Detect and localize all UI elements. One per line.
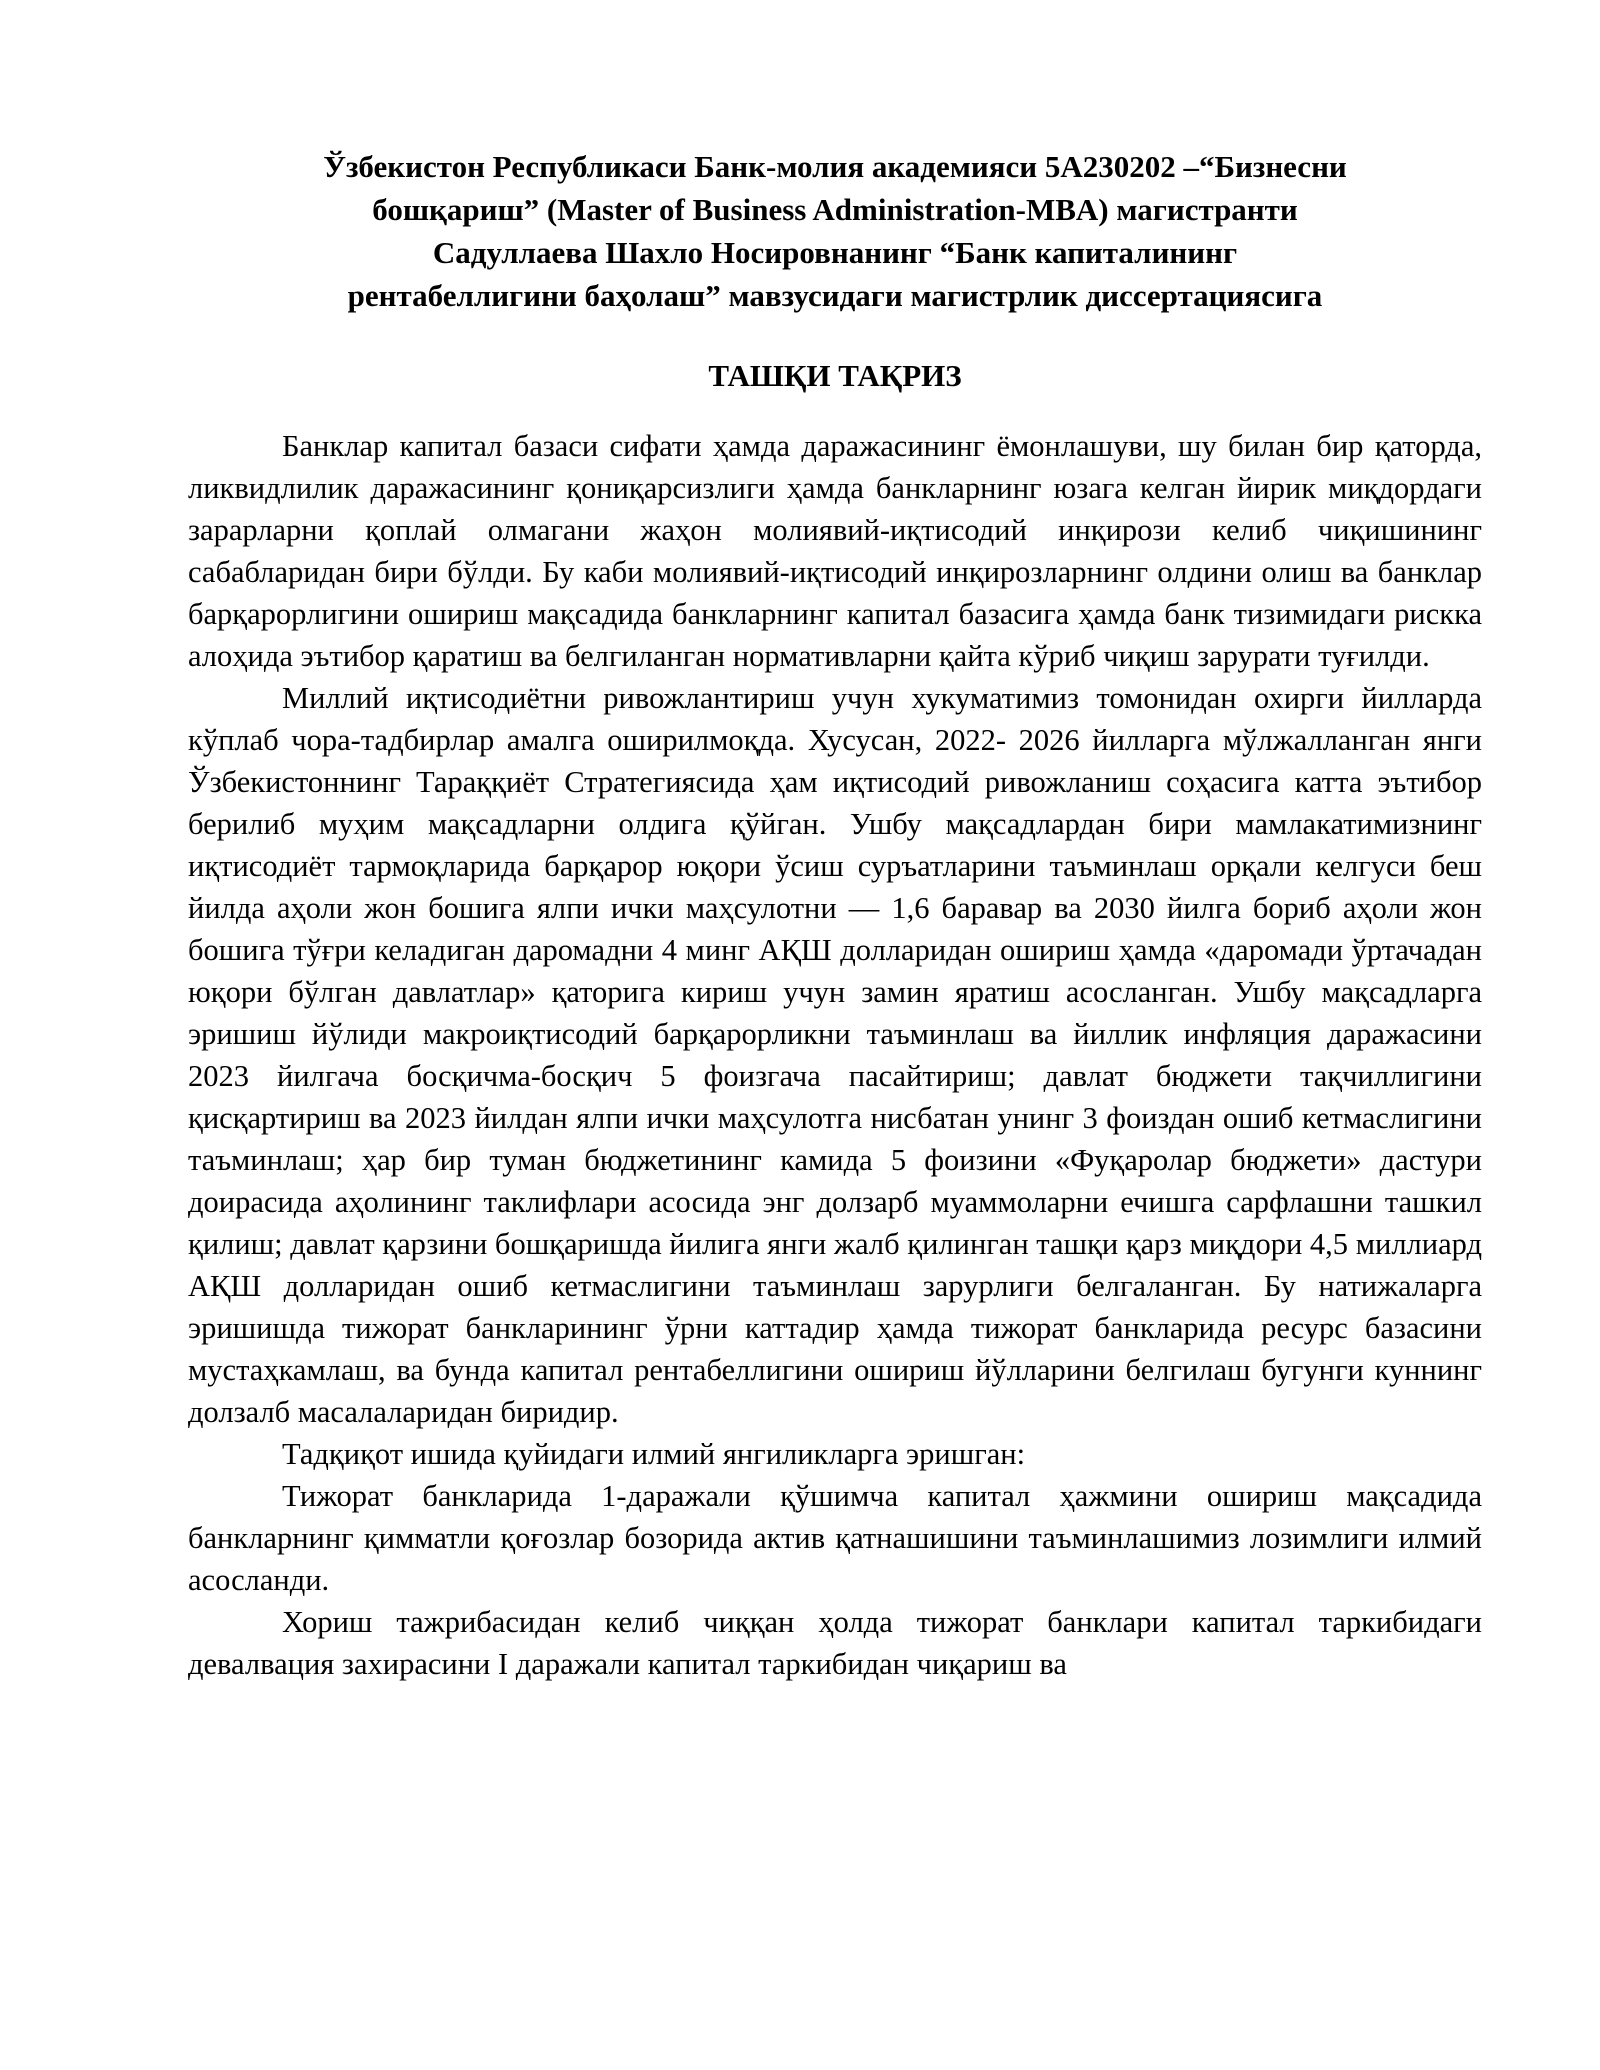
paragraph: Банклар капитал базаси сифати ҳамда даражасининг ёмонлашуви, шу билан бир қаторда, ликвидлилик даражасининг қониқарсизлиги ҳамда банкларнинг юзага келган йирик миқдордаги зарарларни қоплай олмагани жаҳон молиявий-иқтисодий инқирози келиб чиқишининг сабабларидан бири бўлди. Бу каби молиявий-иқтисодий инқирозларнинг олдини олиш ва банклар барқарорлигини ошириш мақсадида банкларнинг капитал базасига ҳамда банк тизимидаги рискка алоҳида эътибор қаратиш ва белгиланган нормативларни қайта кўриб чиқиш зарурати туғилди. (188, 429, 1482, 673)
paragraph: Тадқиқот ишида қуйидаги илмий янгиликларга эришган: (282, 1437, 1026, 1471)
document-title: ТАШҚИ ТАҚРИЗ (708, 358, 962, 393)
heading-line: Садуллаева Шахло Носировнанинг “Банк капиталининг (432, 235, 1238, 270)
heading-line: рентабеллигини баҳолаш” мавзусидаги магистрлик диссертациясига (347, 278, 1323, 313)
heading-line: бошқариш” (Master of Business Administration-MBA) магистранти (372, 192, 1298, 227)
document-page (188, 145, 1482, 1685)
document-heading (188, 145, 1482, 317)
document-body (188, 425, 1482, 1685)
paragraph: Миллий иқтисодиётни ривожлантириш учун хукуматимиз томонидан охирги йилларда кўплаб чора-тадбирлар амалга оширилмоқда. Хусусан, 2022- 2026 йилларга мўлжалланган янги Ўзбекистоннинг Тараққиёт Стратегиясида ҳам иқтисодий ривожланиш соҳасига катта эътибор берилиб муҳим мақсадларни олдига қўйган. Ушбу мақсадлардан бири мамлакатимизнинг иқтисодиёт тармоқларида барқарор юқори ўсиш суръатларини таъминлаш орқали келгуси беш йилда аҳоли жон бошига ялпи ички маҳсулотни — 1,6 баравар ва 2030 йилга бориб аҳоли жон бошига тўғри келадиган даромадни 4 минг АҚШ долларидан ошириш ҳамда «даромади ўртачадан юқори бўлган давлатлар» қаторига кириш учун замин яратиш асосланган. Ушбу мақсадларга эришиш йўлиди макроиқтисодий барқарорликни таъминлаш ва йиллик инфляция даражасини 2023 йилгача босқичма-босқич 5 фоизгача пасайтириш; давлат бюджети тақчиллигини қисқартириш ва 2023 йилдан ялпи ички маҳсулотга нисбатан унинг 3 фоиздан ошиб кетмаслигини таъминлаш; ҳар бир туман бюджетининг камида 5 фоизини «Фуқаролар бюджети» дастури доирасида аҳолининг таклифлари асосида энг долзарб муаммоларни ечишга сарфлашни ташкил қилиш; давлат қарзини бошқаришда йилига янги жалб қилинган ташқи қарз миқдори 4,5 миллиард АҚШ долларидан ошиб кетмаслигини таъминлаш зарурлиги белгаланган. Бу натижаларга эришишда тижорат банкларининг ўрни каттадир ҳамда тижорат банкларида ресурс базасини мустаҳкамлаш, ва бунда капитал рентабеллигини ошириш йўлларини белгилаш бугунги куннинг долзалб масалаларидан биридир. (188, 681, 1482, 1429)
heading-line: Ўзбекистон Республикаси Банк-молия академияси 5А230202 –“Бизнесни (323, 149, 1347, 184)
paragraph: Хориш тажрибасидан келиб чиққан ҳолда тижорат банклари капитал таркибидаги девалвация захирасини I даражали капитал таркибидан чиқариш ва (188, 1605, 1482, 1681)
paragraph: Тижорат банкларида 1-даражали қўшимча капитал ҳажмини ошириш мақсадида банкларнинг қимматли қоғозлар бозорида актив қатнашишини таъминлашимиз лозимлиги илмий асосланди. (188, 1479, 1482, 1597)
